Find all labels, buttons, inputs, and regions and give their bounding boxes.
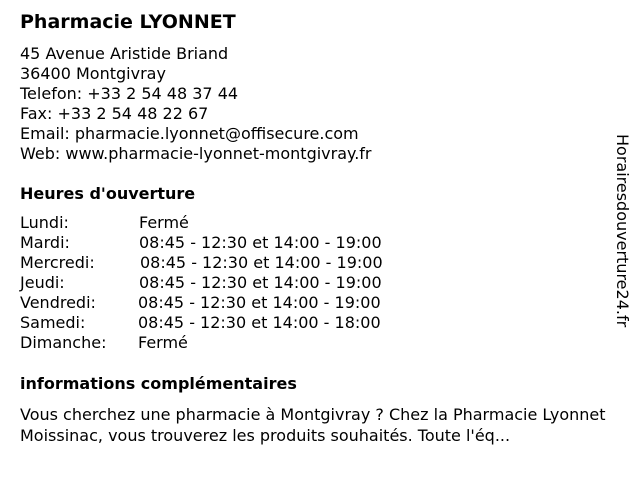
phone-label: Telefon: <box>20 84 83 103</box>
fax-label: Fax: <box>20 104 53 123</box>
opening-hours-heading: Heures d'ouverture <box>20 184 196 203</box>
hours-row <box>20 213 440 233</box>
additional-info-text: Vous cherchez une pharmacie à Montgivray ? Chez la Pharmacie Lyonnet Moissinac, vous trouverez les produits souhaités. Toute l'éq... <box>20 405 606 445</box>
hours-time: 08:45 - 12:30 et 14:00 - 19:00 <box>138 293 381 312</box>
additional-info-heading: informations complémentaires <box>20 374 297 393</box>
address-street: 45 Avenue Aristide Briand <box>20 44 229 63</box>
hours-row <box>20 313 440 333</box>
hours-time: Fermé <box>138 333 188 352</box>
watermark-text: Horairesdouverture24.fr <box>613 134 632 328</box>
hours-day: Samedi: <box>20 313 86 332</box>
hours-day: Lundi: <box>20 213 69 232</box>
web-link[interactable]: www.pharmacie-lyonnet-montgivray.fr <box>65 144 372 163</box>
hours-day: Dimanche: <box>20 333 107 352</box>
hours-day: Jeudi: <box>20 273 65 292</box>
email-line <box>20 124 359 144</box>
fax-line <box>20 104 208 124</box>
hours-row <box>20 333 440 353</box>
hours-time: Fermé <box>139 213 189 232</box>
pharmacy-name: Pharmacie LYONNET <box>20 11 236 33</box>
phone-line <box>20 84 238 104</box>
web-line <box>20 144 372 164</box>
hours-day: Mercredi: <box>20 253 95 272</box>
hours-day: Vendredi: <box>20 293 96 312</box>
hours-time: 08:45 - 12:30 et 14:00 - 19:00 <box>139 233 382 252</box>
phone-number[interactable]: +33 2 54 48 37 44 <box>87 84 239 103</box>
hours-day: Mardi: <box>20 233 70 252</box>
hours-row <box>20 293 440 313</box>
address-city: 36400 Montgivray <box>20 64 166 83</box>
hours-row <box>20 233 440 253</box>
hours-time: 08:45 - 12:30 et 14:00 - 19:00 <box>140 253 383 272</box>
web-label: Web: <box>20 144 61 163</box>
hours-time: 08:45 - 12:30 et 14:00 - 18:00 <box>138 313 381 332</box>
fax-number: +33 2 54 48 22 67 <box>57 104 209 123</box>
email-link[interactable]: pharmacie.lyonnet@offisecure.com <box>74 124 359 143</box>
hours-time: 08:45 - 12:30 et 14:00 - 19:00 <box>139 273 382 292</box>
email-label: Email: <box>20 124 70 143</box>
hours-row <box>20 253 440 273</box>
hours-row <box>20 273 440 293</box>
